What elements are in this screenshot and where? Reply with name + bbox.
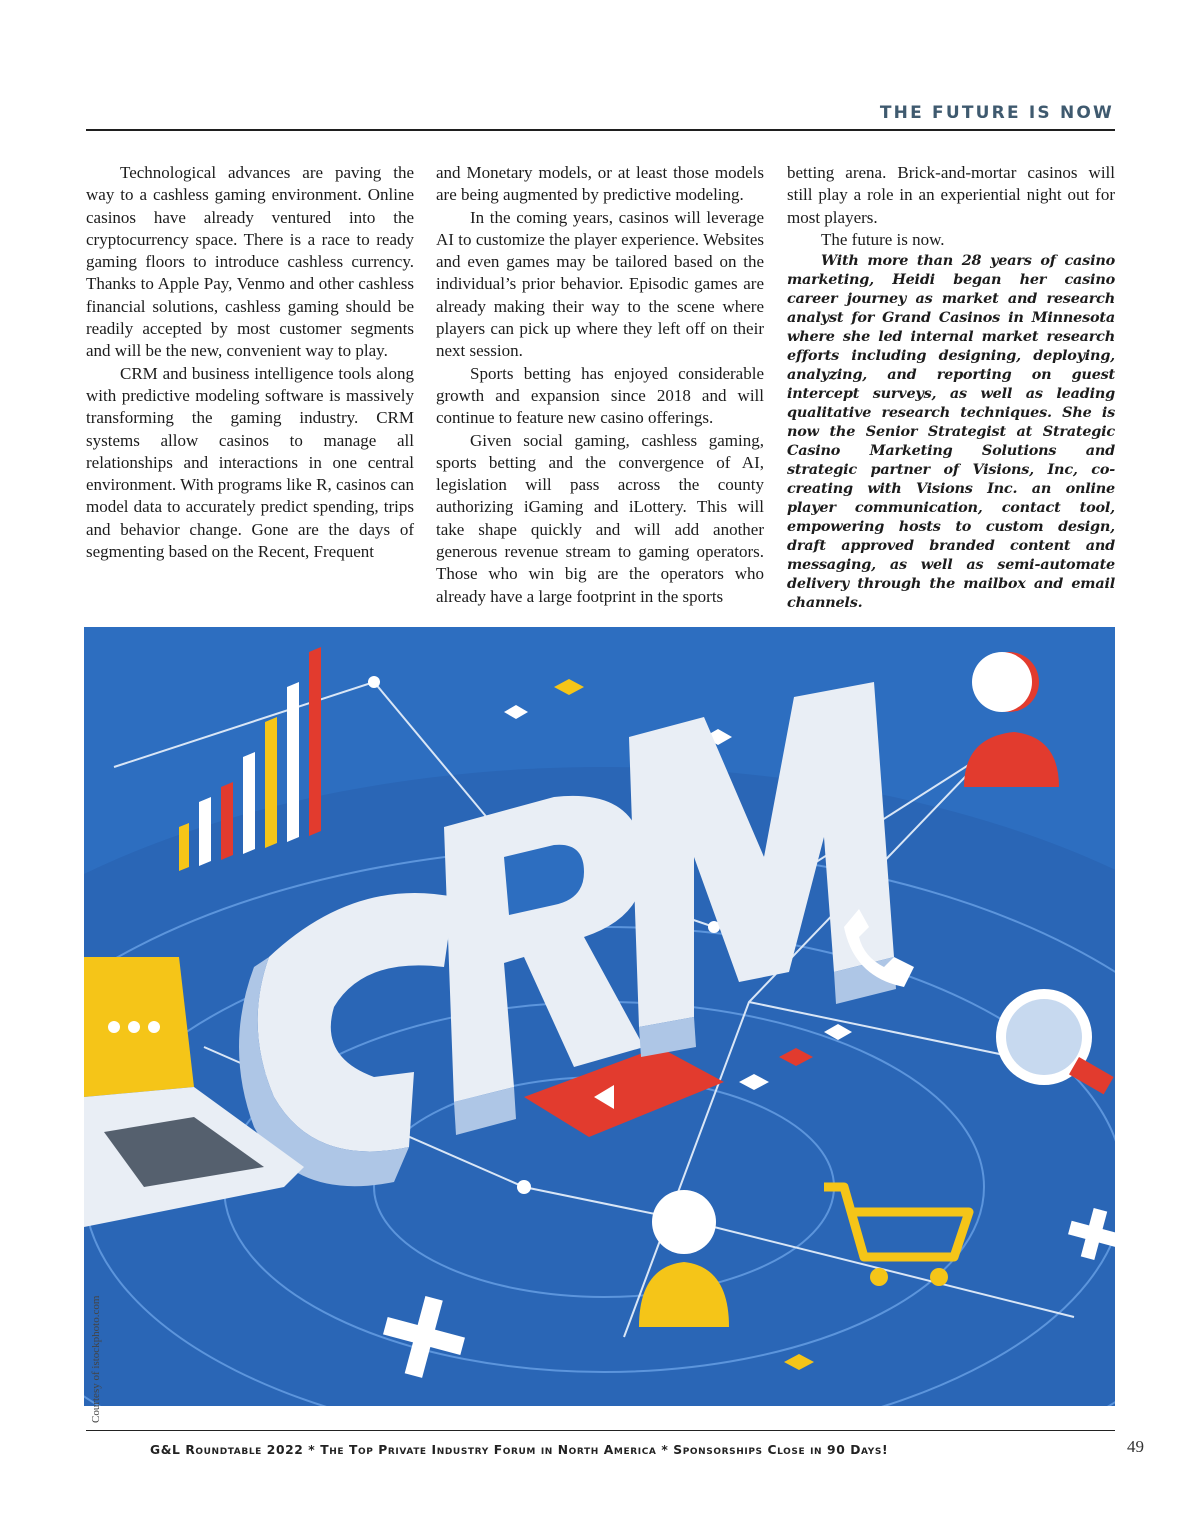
- paragraph: Given social gaming, cashless gaming, sports betting and the convergence of AI, legislation will pass across the county authorizing iGaming and iLottery. This will take shape quickly and will add another generous revenue stream to gaming operators. Those who win big are the operators who already have a large footprint in the sports: [436, 430, 764, 606]
- paragraph: Sports betting has enjoyed considerable growth and expansion since 2018 and will continue to feature new casino offerings.: [436, 363, 764, 428]
- header-rule: [86, 129, 1115, 131]
- footer-banner: G&L Roundtable 2022 * The Top Private Industry Forum in North America * Sponsorships Close in 90 Days!: [150, 1443, 889, 1457]
- author-bio: With more than 28 years of casino marketing, Heidi began her casino career journey as market and research analyst for Grand Casinos in Minnesota where she led internal market research efforts including designing, deploying, analyzing, and reporting on guest intercept surveys, as well as leading qualitative research techniques. She is now the Senior Strategist at Strategic Casino Marketing Solutions and strategic partner of Visions, Inc, co-creating with Visions Inc. an online player communication, contact tool, empowering hosts to custom design, draft approved branded content and messaging, as well as semi-automate delivery through the mailbox and email channels.: [787, 252, 1115, 612]
- paragraph: In the coming years, casinos will leverage AI to customize the player experience. Websites and even games may be tailored based on the individual’s prior behavior. Episodic games are already making their way to the scene where players can pick up where they left off on their next session.: [436, 207, 764, 361]
- footer-rule: [86, 1430, 1115, 1431]
- crm-illustration: [84, 627, 1115, 1406]
- article-column-2: [436, 162, 764, 608]
- paragraph: CRM and business intelligence tools along with predictive modeling software is massively transforming the gaming industry. CRM systems allow casinos to manage all relationships and interactions in one central environment. With programs like R, casinos can model data to accurately predict spending, trips and behavior change. Gone are the days of segmenting based on the Recent, Frequent: [86, 363, 414, 562]
- article-column-3: [787, 162, 1115, 612]
- paragraph: and Monetary models, or at least those models are being augmented by predictive modeling.: [436, 163, 764, 205]
- paragraph: The future is now.: [821, 229, 945, 249]
- paragraph: betting arena. Brick-and-mortar casinos will still play a role in an experiential night out for most players.: [787, 163, 1115, 227]
- paragraph: Technological advances are paving the way to a cashless gaming environment. Online casinos have already ventured into the cryptocurrency space. There is a race to ready gaming floors to introduce cashless currency. Thanks to Apple Pay, Venmo and other cashless financial solutions, cashless gaming should be readily accepted by most customer segments and will be the new, convenient way to play.: [86, 163, 414, 361]
- page-number: 49: [1127, 1437, 1144, 1456]
- photo-credit: Courtesy of istockphoto.com: [90, 1295, 102, 1423]
- section-header: THE FUTURE IS NOW: [879, 103, 1114, 123]
- article-column-1: [86, 162, 414, 563]
